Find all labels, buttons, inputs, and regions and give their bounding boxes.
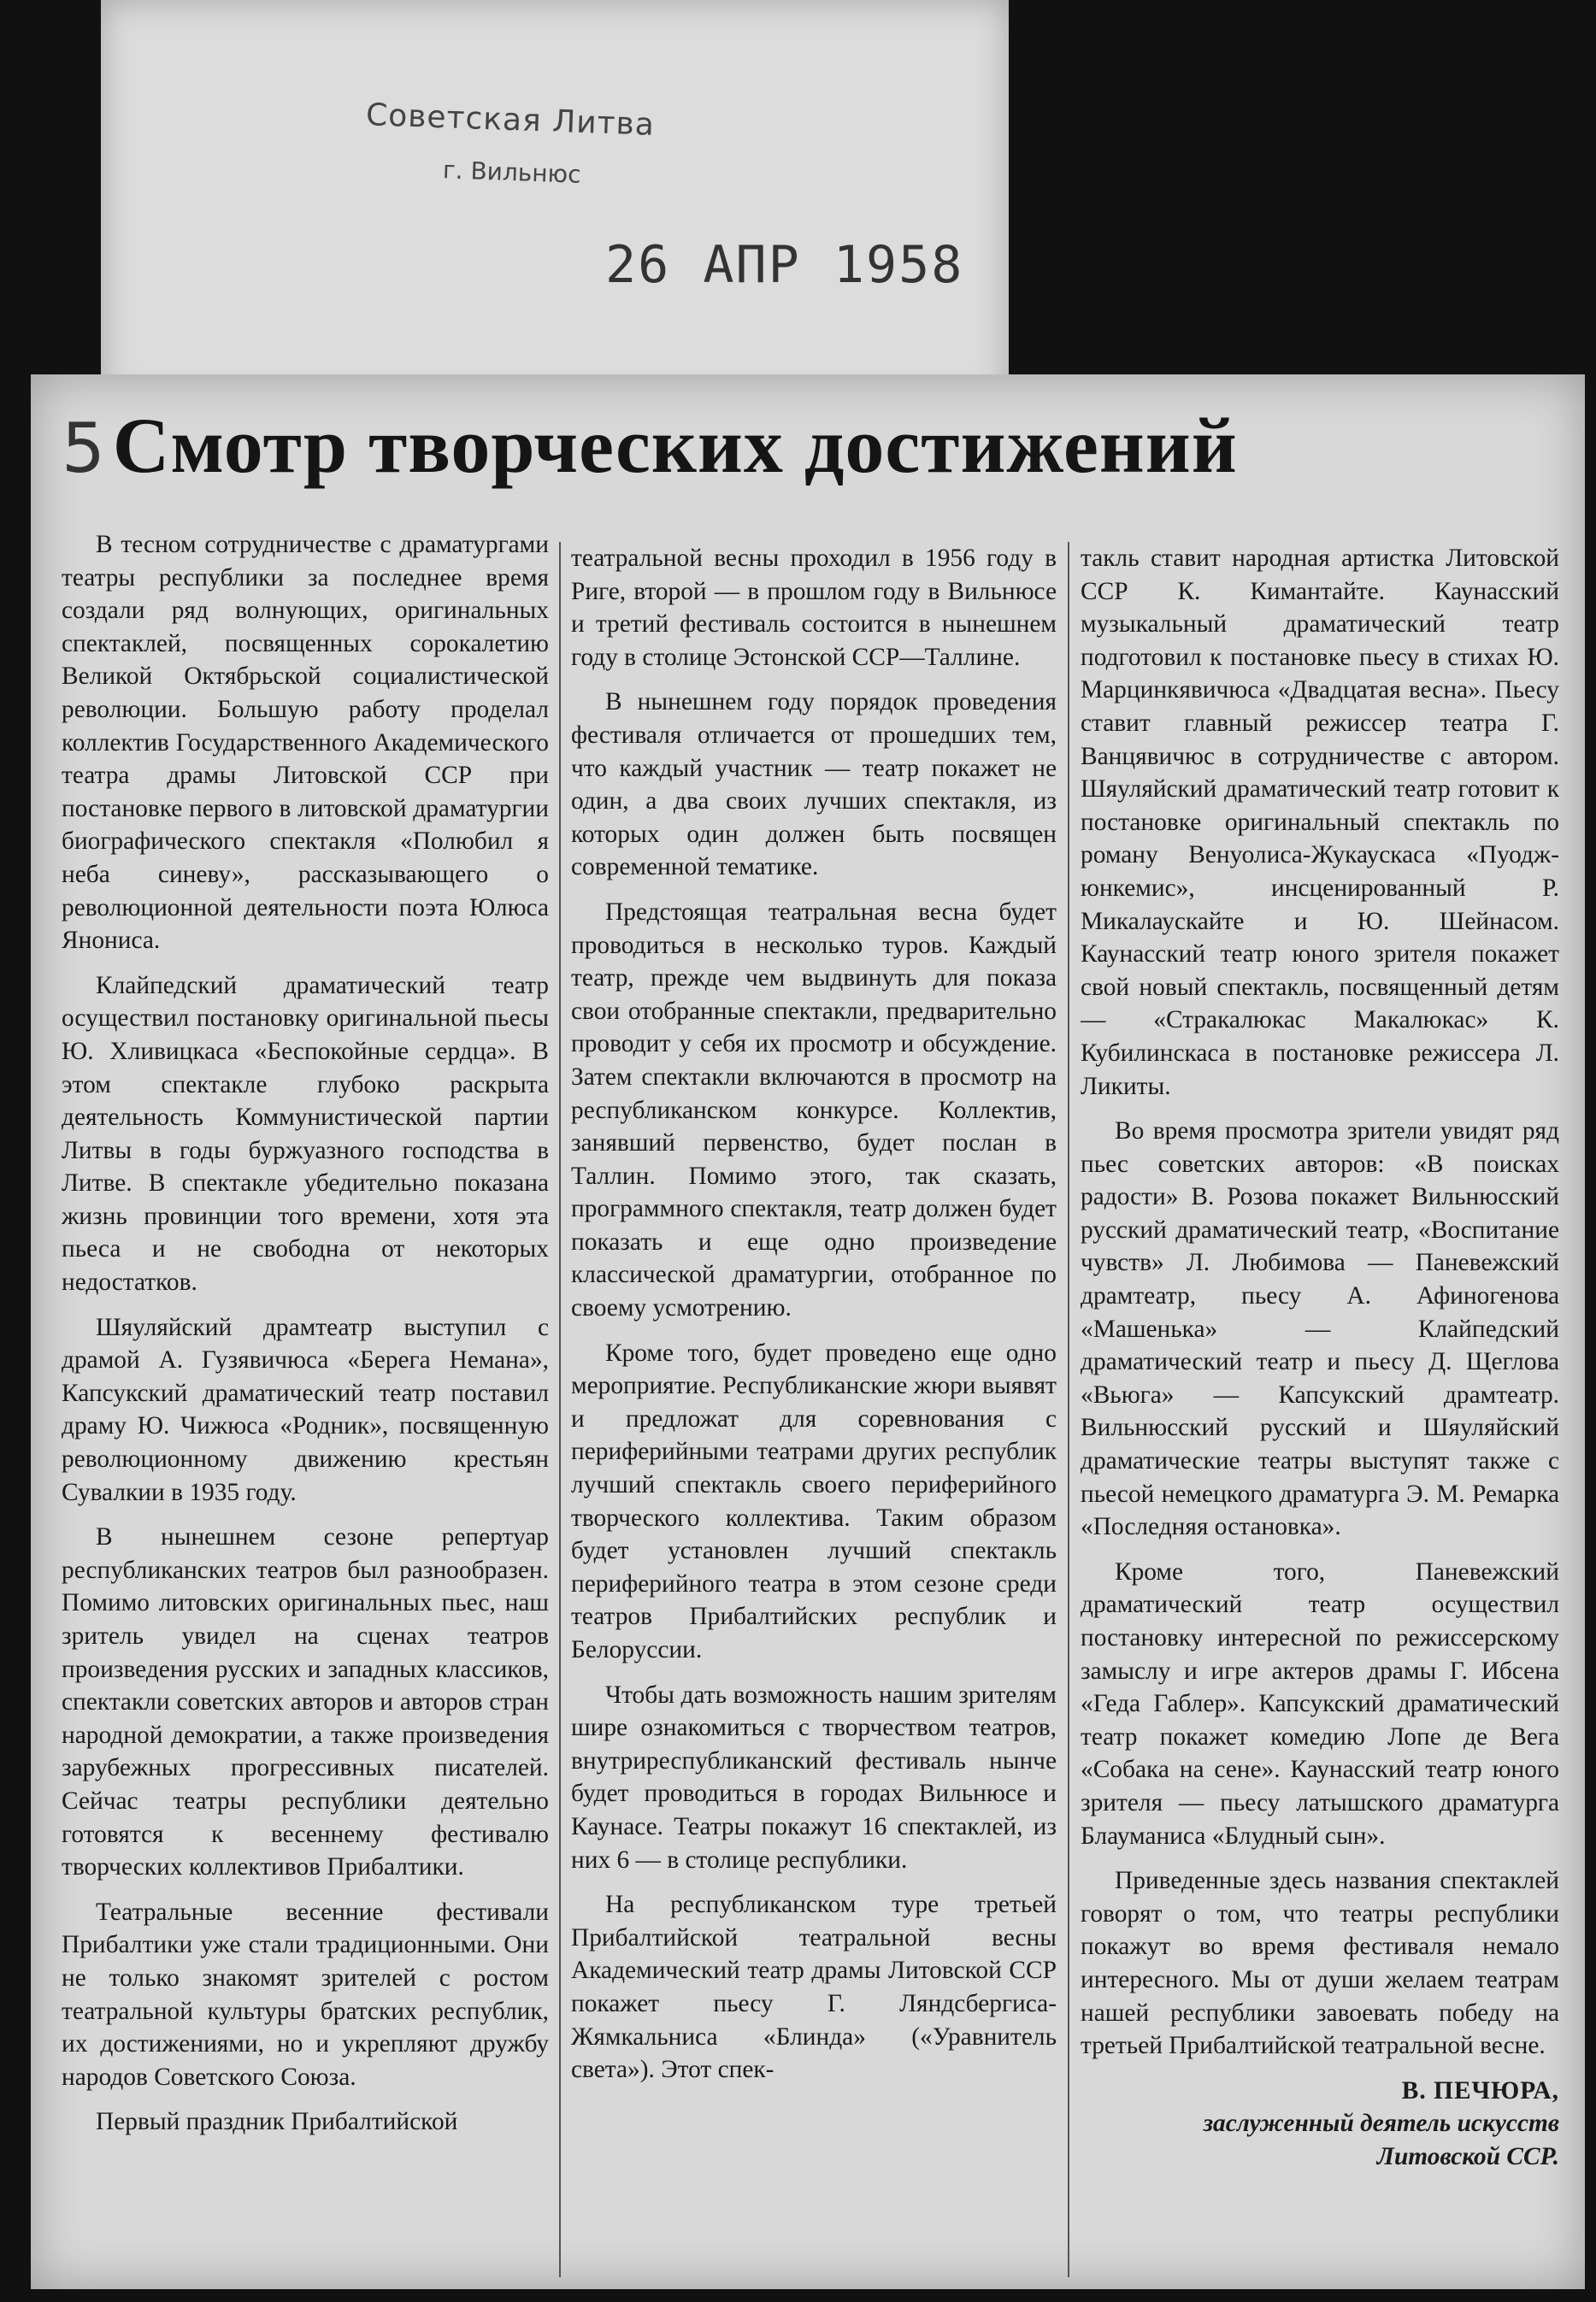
paragraph: Клайпедский драматический театр осуществил постановку оригинальной пьесы Ю. Хливицкаса «Беспокойные сердца». В этом спектакле глубоко раскрыта деятельность Коммунистической партии Литвы в годы буржуазного господства в Литве. В спектакле убедительно показана жизнь провинции того времени, хотя эта пьеса и не свободна от некоторых недостатков. [62,971,549,1297]
paragraph: Предстоящая театральная весна будет проводиться в несколько туров. Каждый театр, прежде чем выдвинуть для показа свои отобранные спектакли, предварительно проводит у себя их просмотр и обсуждение. Затем спектакли включаются в просмотр на республиканском конкурсе. Коллектив, занявший первенство, будет послан в Таллин. Помимо этого, так сказать, программного спектакля, театр должен будет показать и еще одно произведение классической драматургии, отобранное по своему усмотрению. [571,898,1057,1322]
paragraph: На республиканском туре третьей Прибалтийской театральной весны Академический театр драмы Литовской ССР покажет пьесу Г. Ляндсбергиса-Жямкальниса «Блинда» («Уравнитель света»). Этот спек- [571,1891,1057,2084]
paragraph: Первый праздник Прибалтийской [96,2108,458,2136]
paragraph: Шяуляйский драмтеатр выступил с драмой А. Гузявичюса «Берега Немана», Капсукский драматический театр поставил драму Ю. Чижюса «Родник», посвященную революционному движению крестьян Сувалкии в 1935 году. [62,1313,549,1506]
paragraph: Кроме того, будет проведено еще одно мероприятие. Республиканские жюри выявят и предложат для соревнования с периферийными театрами других республик лучший спектакль своего периферийного творческого коллектива. Таким образом будет установлен лучший спектакль периферийного театра в этом сезоне среди театров Прибалтийских республик и Белоруссии. [571,1339,1057,1663]
stamp-paper [101,0,1009,402]
stamp-date: 26 АПР 1958 [605,235,964,295]
column-divider [559,542,561,2277]
paragraph: В тесном сотрудничестве с драматургами театры республики за последнее время создали ряд волнующих, оригинальных спектаклей, посвященных сорокалетию Великой Октябрьской социалистической революции. Большую работу проделал коллектив Государственного Академического театра драмы Литовской ССР при постановке первого в литовской драматургии биографического спектакля «Полюбил я неба синеву», рассказывающего о революционной деятельности поэта Юлюса Янониса. [62,531,549,955]
paragraph: Кроме того, Паневежский драматический театр осуществил постановку интересной по режиссерскому замыслу и игре актеров драмы Г. Ибсена «Геда Габлер». Капсукский драматический театр покажет комедию Лопе де Вега «Собака на сене». Каунасский театр юного зрителя — пьесу латышского драматурга Блауманиса «Блудный сын». [1081,1557,1559,1850]
paragraph: В нынешнем сезоне репертуар республиканских театров был разнообразен. Помимо литовских оригинальных пьес, наш зритель увидел на сценах театров произведения русских и западных классиков, спектакли советских авторов и авторов стран народной демократии, а также произведения зарубежных прогрессивных писателей. Сейчас театры республики деятельно готовятся к весеннему фестивалю творческих коллективов Прибалтики. [62,1523,549,1881]
article-title: Смотр творческих достижений [112,402,1238,489]
article-column-2 [571,542,1057,2087]
author-signature [1081,2075,1559,2174]
article-column-3 [1081,542,1559,2174]
column-divider [1068,542,1069,2277]
stamp-publication: Советская Литва [365,97,656,143]
article-column-1 [62,528,549,2139]
paragraph: Театральные весенние фестивали Прибалтики уже стали традиционными. Они не только знакомят зрителей с ростом театральной культуры братских республик, их достижениями, но и укрепляют дружбу народов Советского Союза. [62,1898,549,2091]
paragraph: Чтобы дать возможность нашим зрителям шире ознакомиться с творчеством театров, внутриреспубликанский фестиваль нынче будет проводиться в городах Вильнюсе и Каунасе. Театры покажут 16 спектаклей, из них 6 — в столице республики. [571,1681,1057,1874]
newspaper-clipping [31,374,1585,2289]
paragraph: В нынешнем году порядок проведения фестиваля отличается от прошедших тем, что каждый участник — театр покажет не один, а два своих лучших спектакля, из которых один должен быть посвящен современной тематике. [571,688,1057,881]
article-headline [62,400,1566,494]
author-title-2: Литовской ССР. [1376,2142,1559,2170]
paragraph: Во время просмотра зрители увидят ряд пьес советских авторов: «В поисках радости» В. Розова покажет Вильнюсский русский драматический театр, «Воспитание чувств» Л. Любимова — Паневежский драмтеатр, пьесу А. Афиногенова «Машенька» — Клайпедский драматический театр и пьесу Д. Щеглова «Вьюга» — Капсукский драмтеатр. Вильнюсский русский и Шяуляйский драматические театры выступят также с пьесой немецкого драматурга Э. М. Ремарка «Последняя остановка». [1081,1117,1559,1541]
paragraph: такль ставит народная артистка Литовской ССР К. Кимантайте. Каунасский музыкальный драматический театр подготовил к постановке пьесу в стихах Ю. Марцинкявичюса «Двадцатая весна». Пьесу ставит главный режиссер театра Г. Ванцявичюс в сотрудничестве с автором. Шяуляйский драматический театр готовит к постановке оригинальный спектакль по роману Венуолиса-Жукаускаса «Пуоджюнкемис», инсценированный Р. Микалаускайте и Ю. Шейнасом. Каунасский театр юного зрителя покажет свой новый спектакль, посвященный детям — «Стракалюкас Макалюкас» К. Кубилинскаса в постановке режиссера Л. Ликиты. [1081,545,1559,1100]
stamp-city: г. Вильнюс [442,156,582,189]
author-name: В. ПЕЧЮРА, [1401,2076,1559,2105]
paragraph: театральной весны проходил в 1956 году в Риге, второй — в прошлом году в Вильнюсе и третий фестиваль состоится в нынешнем году в столице Эстонской ССР—Таллине. [571,545,1057,671]
author-title-1: заслуженный деятель искусств [1203,2110,1559,2138]
clipping-number: 5 [62,409,106,488]
paragraph: Приведенные здесь названия спектаклей говорят о том, что театры республики покажут во время фестиваля немало интересного. Мы от души желаем театрам нашей республики завоевать победу на третьей Прибалтийской театральной весне. [1081,1867,1559,2060]
